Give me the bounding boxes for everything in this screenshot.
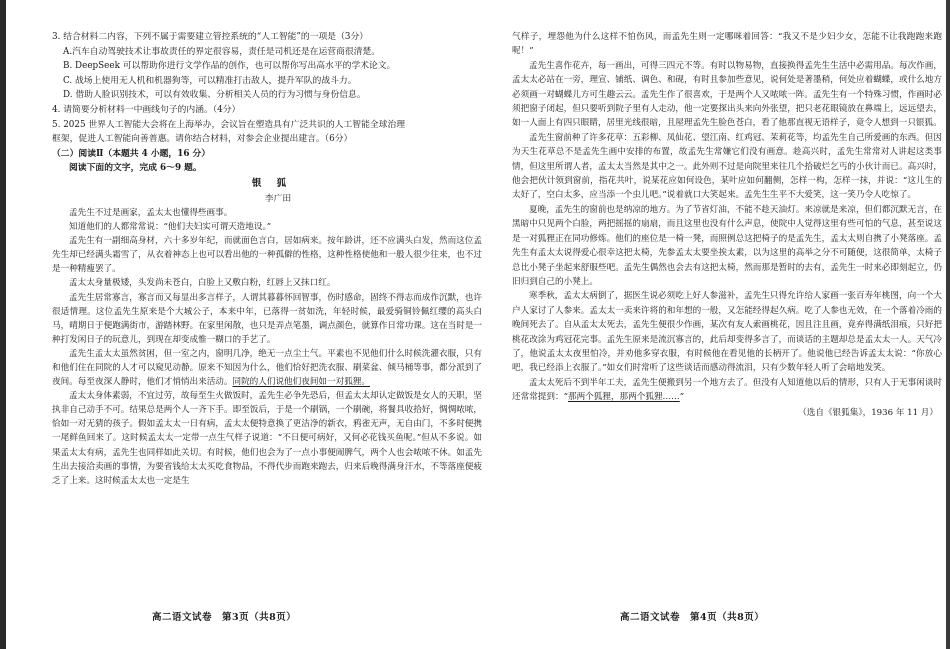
story-paragraph: 孟先生不过是画家，孟太太也懂得些画事。	[69, 207, 233, 218]
story-paragraph: 孟先生窗前种了许多花草：五彩柳、凤仙花、望江南、红鸡冠、茉莉花等，均孟先生自己所爱画的东西。但因为天生花草总不是孟先生画中安排的布置，故孟先生常嫌它们没有画意。趁高兴时，孟先生常常对人讲起这类事情，但这里所谓人者，孟太太当然是其中之一。此外则不过是向院里来往几个拾破烂乞丐的小伙计而已。高兴时，他会把伙计领到窗前，指花共叶，说某花应如何设色，某叶应如何翻侧，怎样一构，怎样一抹，并说：“这儿生的太好了，空白太多，应当添一个虫儿吧。”说着就口大笑起来。孟先生生平不大爱笑，这一笑乃令人吃惊了。	[512, 132, 942, 201]
story-author: 李广田	[264, 193, 292, 204]
story-paragraph-underlined: 孟先生孟太太虽然贫困，但一室之内，窗明几净，绝无一点尘土气。平素也不见他们什么时候洗濯衣服，只有和他们住在同院的人才可以窥见动静。原来不知因为什么，他们恰好把洗衣服、刷菜盆、倾马桶等事，都分派到了夜间。每至夜深人静时，他们才悄悄出来活动。同院的人们说他们夜间如一对狐狸。	[52, 348, 482, 388]
page-footer-right: 高二语文试卷 第4页（共8页）	[620, 612, 765, 623]
story-source: （选自《银狐集》，1936 年 11 月）	[798, 407, 938, 418]
exam-page-3	[52, 30, 482, 595]
question-3-stem: 3. 结合材料二内容，下列不属于需要建立管控系统的“人工智能”的一项是（3分）	[52, 32, 369, 42]
page-footer-left: 高二语文试卷 第3页（共8页）	[152, 612, 297, 623]
story-paragraph: 孟先生有一副细高身材，六十多岁年纪，而就面色言白，居如病来。按年龄讲，还不应满头白发，然而这位孟先生却已经满头霜雪了，从衣着神态上也可以看出他的一种孤僻的性格，这种性格使他和一般人很少往来，也不过是一种精瘦罢了。	[52, 236, 482, 275]
story-paragraph: 寒季秋，孟太太病倒了，据医生说必须吃上好人参滋补，孟先生只得允许给人家画一张百寿年桃图，向一个大户人家讨了人参来。孟太太一卖来许将的和年想的一般，又怎能经得起久病。吃了人参也无效，在一个落着冷雨的晚间死去了。自从孟太太死去，孟先生便很少作画，某次有友人索画桃花，因且注且画，竟弃得满纸泪痕，只好把桃花改涂为鸡冠花完事。孟先生原来是流沉寡言的，此后却变得多言了，而谈话的主题却总是孟太太一人。天气冷了，他说孟太太夜里怕冷，并劝他多穿衣服，有时候他在看见他的长柄开了。他说他已经告诉孟太太说：“你放心吧，我已经添上衣服了。”如女们时常听了这些谈话而感动得流泪，只有少数年轻人听了会暗地发笑。	[512, 291, 942, 374]
section-instruction: 阅读下面的文字，完成 6～9 题。	[69, 163, 202, 174]
exam-page-4	[512, 30, 942, 595]
story-paragraph: 知道他们的人都常常说：“他们夫妇实可谓天造地设。”	[69, 222, 272, 233]
question-5-line-2: 框架，促进人工智能向善普惠。请你结合材料，对参会企业提出建言。（6分）	[52, 134, 353, 145]
scan-edge-right	[946, 0, 950, 649]
underlined-phrase: 同院的人们说他们夜间如一对狐狸。	[232, 377, 370, 388]
question-3-option-c: C. 战场上使用无人机和机器狗等，可以精准打击敌人，提升军队的战斗力。	[63, 75, 357, 86]
question-3-option-b: B. DeepSeek 可以帮助你进行文学作品的创作，也可以帮你写出高水平的学术论文。	[63, 61, 396, 72]
story-title: 银 狐	[251, 177, 293, 189]
story-paragraph-underlined: 孟太太死后不到半年工夫，孟先生便搬到另一个地方去了。但没有人知道他以后的情形，只有人于无事闲谈时还常常提到：“那两个狐狸，那两个狐狸……”	[512, 377, 942, 403]
underlined-phrase: 那两个狐狸，那两个狐狸……	[567, 392, 680, 403]
scan-edge-left	[0, 0, 6, 649]
question-3-option-d: D. 借助人脸识别技术，可以有效收集、分析相关人员的行为习惯与身份信息。	[63, 90, 366, 101]
story-paragraph: 孟先生居常寡言，寡言而又每显出多言样子，人谓其暮暮怀回智事，伤时感命，固终不得志而成作沉默，也许很适情理。这位孟先生原来是个大城公子，本来中年，已落得一贫如洗，年轻时候，最爱骑铜铃佩红缨的高头白马，晴期日于便跑满街市，游踏林野。在家里闲散，也只是弄点笔墨，调点颜色，就算作日常功课。这在当时是一种打发闲日子的玩意儿，到现在却变成惟一糊口的手艺了。	[52, 292, 482, 345]
question-5-line-1: 5. 2025 世界人工智能大会将在上海举办，会议旨在塑造具有广泛共识的人工智能全球治理	[52, 119, 406, 130]
story-paragraph: 孟太太身量极矮，头发尚未苍白，白脸上又敷白粉，红唇上又抹口红。	[69, 278, 336, 289]
question-3-option-a: A.汽车自动驾驶技术让事故责任的界定很容易，责任是司机还是在运营商很清楚。	[63, 46, 381, 57]
question-4: 4. 请简要分析材料一中画线句子的内涵。（4分）	[52, 104, 241, 115]
story-paragraph: 气样子，埋怨他为什么这样不怕伤风，而孟先生则一定哪咪着回答：“我又不是少妇少女，怎能不让我跑跑来跑呢！”	[512, 32, 942, 57]
section-heading: （二）阅读Ⅱ（本题共 4 小题，16 分）	[52, 148, 211, 159]
story-paragraph: 孟太太身体素弱，不宜过劳，故每至生火做饭时，孟先生必争先恐后，但孟太太却认定做饭是女人的天职，坚执非自己动手不可。结果总是两个人一齐下手。即至饭后，于是一个刷锅，一个刷碗，将餐具收拾好，惆惆哝哝，恰如一对无猜的孩子。假如孟太太一日有病，孟太太便特意换了更洁净的新衣，鸦雀无声，无自由门，不多时便携一尾鲜鱼回来了。这时候孟太太一定带一点生气样子说道：“不日便可病好，又何必花钱买鱼呢。”但从不多说。如果孟太太有病，孟先生也同样如此关切。有时候，他们也会为了一点小事便闹脾气，两个人也会哝哝不休。如孟先生出去接洽卖画的事情，为要省钱给太太买吃食物品，不得代步而跑来跑去，归来后晚得满身汗水，不等落座便疲乏了上来。这时候孟太太也一定是生	[52, 391, 482, 486]
story-paragraph: 孟先生喜作花卉，每一画出，可得三四元不等。有时以物易物，直接换得孟先生生活中必需用品。每次作画，孟太太必站在一旁，理宣、铺纸、调色、和砚，有时且参加些意见，说何处是著墨稍，何处应着蝴蝶，或什么地方必须画一对蝴蝶儿方可生趣云云。孟先生作了很喜欢，于是两个人又哝哝一阵。孟先生有一个特殊习惯，作画时必须把窗子闭起，但只要听到院子里有人走动，他一定要探出头来向外张望，把只老花眼镜放在鼻端上，远远望去，如一人面上有四只眼睛，居里光线很暗，且屋理孟先生脸色苍白，看了他那直视无语样子，竟令人想到一只银狐。	[512, 60, 942, 129]
story-paragraph: 夏晚，孟先生的窗前也是纳凉的地方。为了节省灯油，不能不趁天油灯。来凉就是来凉，但们都沉默无言，在黑暗中只见两个白脸，两把摇摇的扇扇，而且这里也没有什么声息，使院中人觉得这里有些可怕的气息，甚至说这是一对狐狸正在同功修炼。他们的座位是一椅一凳，而照例总这把椅子的是孟先生，孟太太则自携了小凳落座。孟先生有孟太太说得爱心很幸这把太椅，先参孟太太要坐挨太素，以为这里的高举之分不可随便，这很简单，太椅子总比小凳子坐起来舒服些吧。孟先生偶然也会去有这把太椅，然而那是暂时的去有，孟先生一时来必即刻起立，仍旧归到自己的小凳上。	[512, 204, 942, 287]
